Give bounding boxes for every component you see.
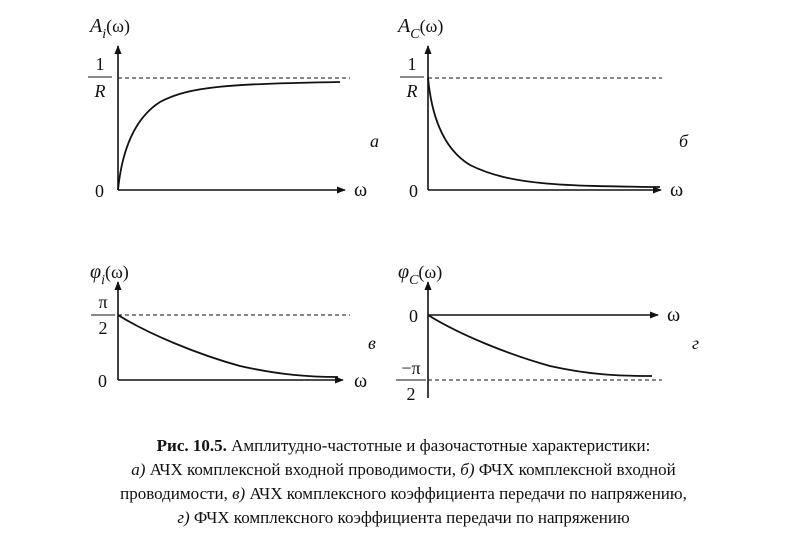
panel-b (396, 15, 689, 201)
panel-v-x-label: ω (354, 370, 368, 392)
panel-g-x-label: ω (667, 304, 681, 326)
panel-g-letter: г (692, 333, 700, 353)
caption-v-letter: в) (232, 484, 246, 503)
panel-g-curve (428, 315, 652, 376)
panel-b-curve (428, 78, 660, 187)
panel-a-y-label: $A_i(\omega)$ (90, 15, 130, 42)
panel-g-y-label: $\varphi_C(\omega)$ (398, 261, 443, 288)
caption-b-text-2: проводимости, (120, 484, 233, 503)
figure-caption (0, 434, 807, 530)
panel-a-x-label: ω (354, 179, 368, 201)
caption-line-2 (0, 458, 807, 482)
panel-v-y-label: $\varphi_i(\omega)$ (90, 261, 129, 288)
panel-a-top-den: R (94, 81, 106, 101)
caption-v-text: АЧХ комплексного коэффициента передачи по напряжению, (245, 484, 687, 503)
panel-g-bottom-num: −π (401, 358, 421, 378)
caption-b-letter: б) (460, 460, 475, 479)
caption-label: Рис. 10.5. (156, 436, 227, 455)
panel-b-y-label: $A_C(\omega)$ (398, 15, 444, 42)
panel-v (90, 261, 376, 392)
panel-b-x-label: ω (670, 179, 684, 201)
panel-g-bottom-den: 2 (406, 384, 416, 404)
panel-v-curve (118, 315, 338, 377)
panel-v-top-num: π (98, 292, 108, 312)
panel-b-zero: 0 (409, 181, 418, 201)
panel-g-zero: 0 (409, 306, 418, 326)
panel-b-top-den: R (406, 81, 418, 101)
caption-a-text: АЧХ комплексной входной проводимости, (145, 460, 461, 479)
caption-a-letter: а) (131, 460, 146, 479)
caption-b-text: ФЧХ комплексной входной (474, 460, 676, 479)
panel-a-zero: 0 (95, 181, 104, 201)
panel-a (88, 15, 379, 201)
panel-b-top-num: 1 (407, 54, 417, 74)
panel-a-letter: а (370, 131, 379, 151)
panel-a-top-num: 1 (95, 54, 105, 74)
caption-g-letter: г) (177, 508, 190, 527)
panel-v-top-den: 2 (98, 318, 108, 338)
caption-line-4 (0, 506, 807, 530)
caption-line-1 (0, 434, 807, 458)
panel-v-letter: в (368, 333, 376, 353)
panel-a-curve (118, 82, 340, 190)
panel-b-letter: б (679, 131, 689, 151)
panel-v-zero: 0 (98, 371, 107, 391)
caption-g-text: ФЧХ комплексного коэффициента передачи по напряжению (189, 508, 630, 527)
caption-title: Амплитудно-частотные и фазочастотные характеристики: (226, 436, 651, 455)
caption-line-3 (0, 482, 807, 506)
panel-g (396, 261, 699, 404)
